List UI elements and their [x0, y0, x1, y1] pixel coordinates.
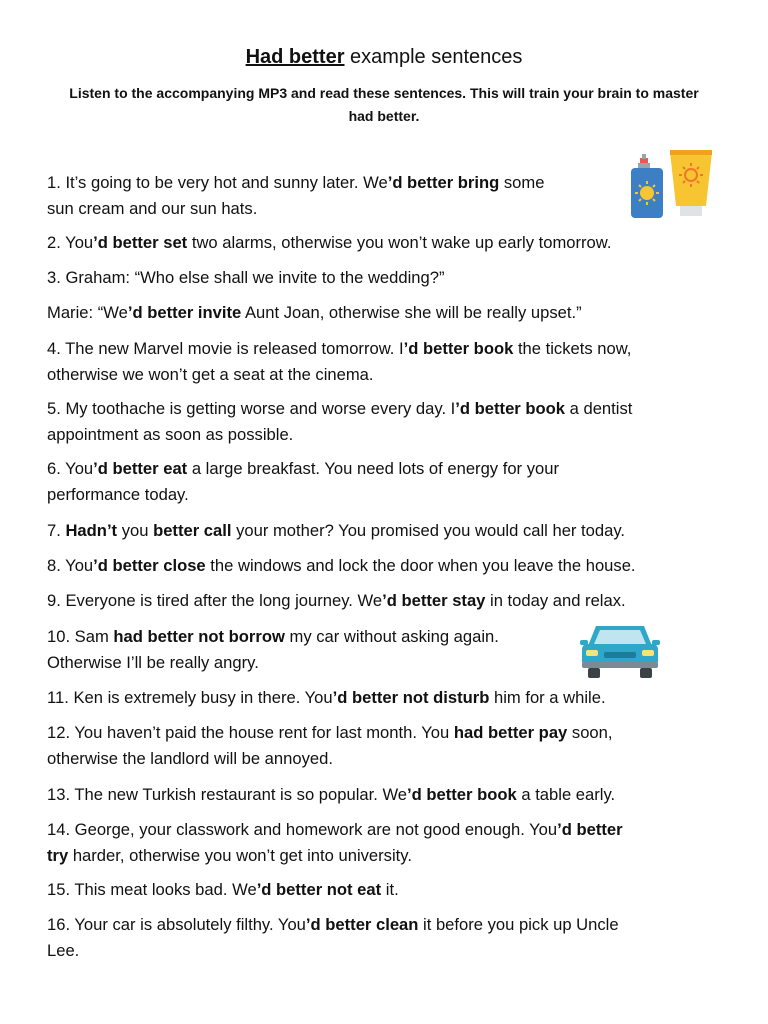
text-fragment: Marie: “We: [47, 303, 128, 322]
text-fragment: 4. The new Marvel movie is released tomorrow. I: [47, 339, 404, 358]
text-fragment: appointment as soon as possible.: [47, 425, 294, 444]
sentence-2: [47, 230, 611, 256]
text-fragment: 1. It’s going to be very hot and sunny later. We: [47, 173, 388, 192]
sentence-6: [47, 396, 632, 448]
sentence-9: [47, 553, 636, 579]
text-fragment: 16. Your car is absolutely filthy. You: [47, 915, 306, 934]
text-fragment: the tickets now,: [513, 339, 632, 358]
text-fragment: soon,: [567, 723, 613, 742]
text-fragment: 12. You haven’t paid the house rent for last month. You: [47, 723, 454, 742]
car-icon: [580, 622, 660, 680]
text-fragment: 8. You: [47, 556, 94, 575]
bold-phrase: try: [47, 846, 69, 865]
bold-phrase: had better not borrow: [113, 627, 285, 646]
text-fragment: it.: [381, 880, 399, 899]
text-fragment: otherwise the landlord will be annoyed.: [47, 749, 333, 768]
text-fragment: 3. Graham: “Who else shall we invite to the wedding?”: [47, 268, 445, 287]
text-fragment: Aunt Joan, otherwise she will be really upset.”: [241, 303, 582, 322]
sentence-10: [47, 588, 626, 614]
bold-phrase: ’d better set: [93, 233, 188, 252]
text-fragment: some: [499, 173, 545, 192]
text-fragment: 2. You: [47, 233, 94, 252]
sentence-16: [47, 877, 399, 903]
bold-phrase: ’d better book: [403, 339, 514, 358]
page-title: [0, 44, 768, 70]
text-fragment: in today and relax.: [485, 591, 626, 610]
sentence-4: [47, 300, 582, 326]
text-fragment: Lee.: [47, 941, 80, 960]
text-fragment: 15. This meat looks bad. We: [47, 880, 257, 899]
text-fragment: your mother? You promised you would call her today.: [231, 521, 626, 540]
sentence-8: [47, 518, 625, 544]
bold-phrase: Hadn’t: [65, 521, 118, 540]
bold-phrase: better call: [153, 521, 232, 540]
sentence-7: [47, 456, 559, 508]
text-fragment: 11. Ken is extremely busy in there. You: [47, 688, 333, 707]
bold-phrase: ’d better eat: [93, 459, 188, 478]
bold-phrase: ’d better not eat: [256, 880, 382, 899]
title-rest: example sentences: [344, 46, 523, 68]
title-bold: Had better: [245, 46, 345, 68]
bold-phrase: had better pay: [453, 723, 568, 742]
text-fragment: harder, otherwise you won’t get into university.: [68, 846, 412, 865]
sentence-13: [47, 720, 613, 772]
sun-cream-icon: [628, 148, 716, 220]
text-fragment: 7.: [47, 521, 66, 540]
text-fragment: 13. The new Turkish restaurant is so popular. We: [47, 785, 408, 804]
sentence-3: [47, 265, 445, 291]
text-fragment: you: [117, 521, 154, 540]
bold-phrase: ’d better book: [407, 785, 517, 804]
text-fragment: 9. Everyone is tired after the long journey. We: [47, 591, 383, 610]
text-fragment: 10. Sam: [47, 627, 114, 646]
text-fragment: Otherwise I’ll be really angry.: [47, 653, 259, 672]
sentence-12: [47, 685, 606, 711]
intro-text: [60, 82, 708, 128]
text-fragment: a large breakfast. You need lots of energy for your: [187, 459, 559, 478]
intro-main: Listen to the accompanying MP3 and read these sentences. This will train your brain to master: [69, 85, 699, 101]
bold-phrase: ’d better invite: [127, 303, 242, 322]
sentence-11: [47, 624, 499, 676]
text-fragment: 6. You: [47, 459, 94, 478]
intro-end: .: [415, 108, 420, 124]
text-fragment: a table early.: [516, 785, 616, 804]
bold-phrase: ’d better not disturb: [332, 688, 490, 707]
text-fragment: it before you pick up Uncle: [418, 915, 619, 934]
text-fragment: 5. My toothache is getting worse and worse every day. I: [47, 399, 456, 418]
bold-phrase: ’d better bring: [387, 173, 500, 192]
sentence-1: [47, 170, 544, 222]
sentence-17: [47, 912, 619, 964]
text-fragment: a dentist: [565, 399, 633, 418]
text-fragment: the windows and lock the door when you leave the house.: [205, 556, 636, 575]
text-fragment: sun cream and our sun hats.: [47, 199, 258, 218]
intro-bold: had better: [348, 108, 416, 124]
sentence-15: [47, 817, 623, 869]
bold-phrase: ’d better close: [93, 556, 206, 575]
bold-phrase: ’d better: [557, 820, 623, 839]
text-fragment: two alarms, otherwise you won’t wake up early tomorrow.: [187, 233, 612, 252]
text-fragment: my car without asking again.: [284, 627, 499, 646]
bold-phrase: ’d better clean: [305, 915, 419, 934]
sentence-14: [47, 782, 615, 808]
text-fragment: performance today.: [47, 485, 189, 504]
bold-phrase: ’d better book: [455, 399, 566, 418]
text-fragment: 14. George, your classwork and homework are not good enough. You: [47, 820, 558, 839]
sentence-5: [47, 336, 631, 388]
bold-phrase: ’d better stay: [382, 591, 486, 610]
text-fragment: him for a while.: [489, 688, 606, 707]
text-fragment: otherwise we won’t get a seat at the cinema.: [47, 365, 374, 384]
